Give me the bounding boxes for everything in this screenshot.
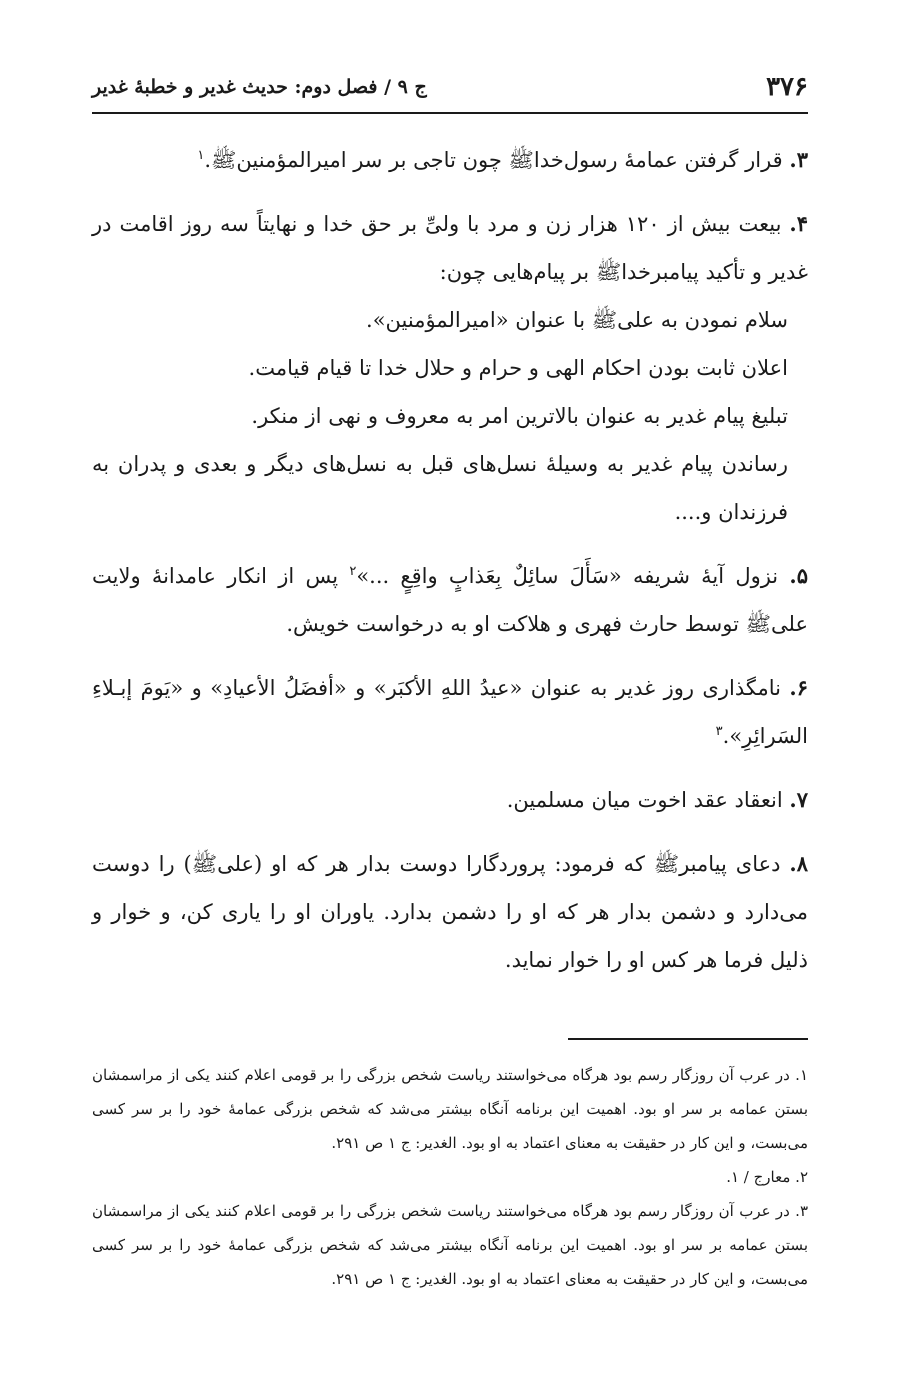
list-item-6	[92, 664, 808, 760]
sub-point: رساندن پیام غدیر به وسیلهٔ نسل‌های قبل به نسل‌های دیگر و بعدی و پدران به فرزندان و....	[92, 452, 788, 524]
item-text: قرار گرفتن عمامهٔ رسول‌خداﷺ چون تاجی بر سر امیرالمؤمنینﷺ.	[204, 148, 783, 172]
item-number: ۶.	[789, 675, 808, 700]
footnote-2: ۲. معارج / ۱.	[726, 1168, 808, 1186]
page-header	[92, 72, 808, 114]
list-item-3	[92, 136, 808, 184]
footnote-divider	[568, 1038, 808, 1040]
running-title: ج ۹ / فصل دوم: حدیث غدیر و خطبهٔ غدیر	[92, 76, 427, 98]
sub-point: تبلیغ پیام غدیر به عنوان بالاترین امر به معروف و نهی از منکر.	[251, 404, 788, 428]
item-number: ۴.	[789, 211, 808, 236]
item-text-quote: نزول آیهٔ شریفه «سَأَلَ سائِلٌ بِعَذابٍ واقِعٍ ...»	[356, 564, 779, 588]
sub-point: سلام نمودن به علیﷺ با عنوان «امیرالمؤمنین».	[366, 308, 788, 332]
item-number: ۳.	[789, 147, 808, 172]
list-item-8	[92, 840, 808, 984]
footnote-ref-2: ۲	[349, 564, 357, 579]
item-number: ۸.	[789, 851, 808, 876]
list-item-5	[92, 552, 808, 648]
footnote-ref-1: ۱	[197, 148, 205, 163]
main-text	[92, 136, 808, 1000]
book-page	[92, 0, 808, 1390]
item-text: پس از انکار عامدانهٔ ولایت علیﷺ توسط حارث فهری و هلاکت او به درخواست خویش.	[92, 564, 808, 636]
list-item-4	[92, 200, 808, 536]
footnote-1: ۱. در عرب آن روزگار رسم بود هرگاه می‌خواستند ریاست شخص بزرگی را بر قومی اعلام کنند یکی از مراسمشان بستن عمامه بر سر او بود. اهمیت این برنامه آنگاه بیشتر می‌شد که شخص بزرگی عمامهٔ خود را بر سر کسی می‌بست، و این کار در حقیقت به معنای اعتماد به او بود. الغدیر: ج ۱ ص ۲۹۱.	[92, 1066, 808, 1152]
item-text: بیعت بیش از ۱۲۰ هزار زن و مرد با ولیِّ بر حق خدا و نهایتاً سه روز اقامت در غدیر و تأکید پیامبرخداﷺ بر پیام‌هایی چون:	[92, 212, 808, 284]
footnotes	[92, 1058, 808, 1296]
footnote-ref-3: ۳	[715, 724, 723, 739]
page-number: ۳۷۶	[766, 72, 808, 102]
item-text: انعقاد عقد اخوت میان مسلمین.	[506, 788, 783, 812]
item-text: دعای پیامبرﷺ که فرمود: پروردگارا دوست بدار هر که او (علیﷺ) را دوست می‌دارد و دشمن بدار هر که او را دشمن بدارد. یاوران او را یاری کن، و خوار و ذلیل فرما هر کس او را خوار نماید.	[92, 852, 808, 972]
list-item-7	[92, 776, 808, 824]
item-text: نامگذاری روز غدیر به عنوان «عیدُ اللهِ الأکبَر» و «أفضَلُ الأعیادِ» و «یَومَ إبـلاءِ السَرائِرِ».	[92, 676, 808, 748]
item-number: ۷.	[789, 787, 808, 812]
sub-point: اعلان ثابت بودن احکام الهی و حرام و حلال خدا تا قیام قیامت.	[248, 356, 788, 380]
footnote-3: ۳. در عرب آن روزگار رسم بود هرگاه می‌خواستند ریاست شخص بزرگی را بر قومی اعلام کنند یکی از مراسمشان بستن عمامه بر سر او بود. اهمیت این برنامه آنگاه بیشتر می‌شد که شخص بزرگی عمامهٔ خود را بر سر کسی می‌بست، و این کار در حقیقت به معنای اعتماد به او بود. الغدیر: ج ۱ ص ۲۹۱.	[92, 1202, 808, 1288]
item-number: ۵.	[789, 563, 808, 588]
